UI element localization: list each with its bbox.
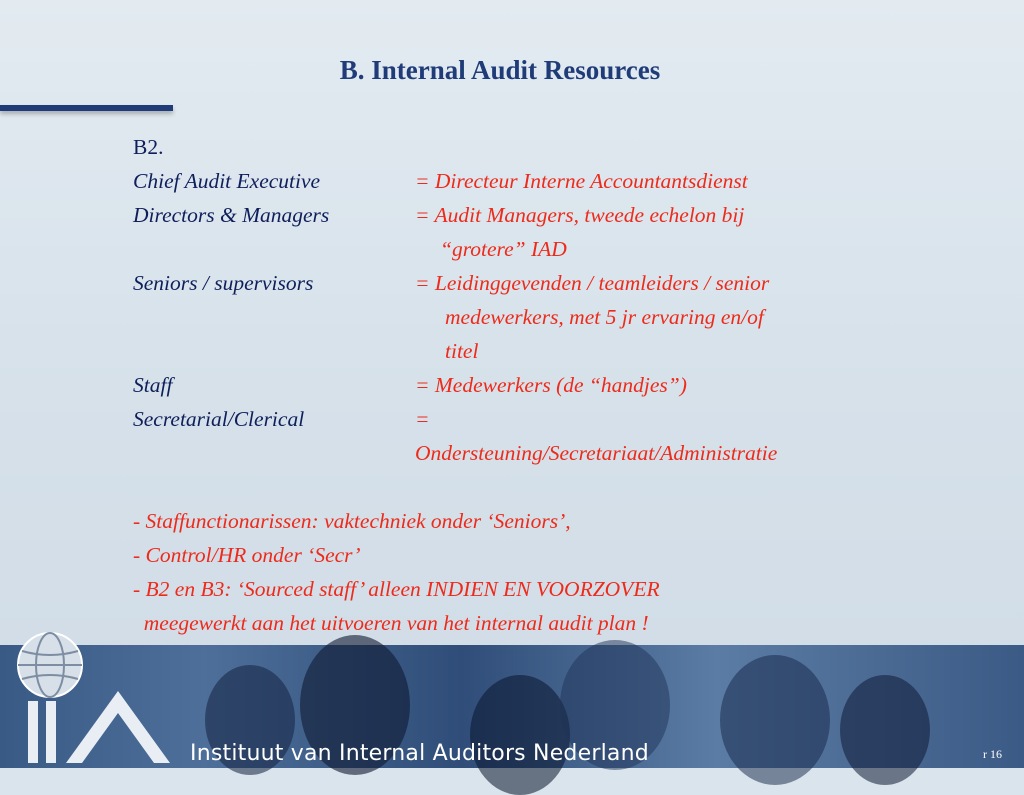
iia-logo <box>8 625 183 768</box>
photo-figure <box>470 675 570 795</box>
globe-icon <box>18 633 82 697</box>
bullet-item: meegewerkt aan het uitvoeren van het internal audit plan ! <box>133 611 649 635</box>
role-definition-continued: titel <box>445 339 479 363</box>
organization-name: Instituut van Internal Auditors Nederland <box>190 741 649 766</box>
role-definition: = <box>415 407 430 431</box>
page-number: r 16 <box>983 747 1002 761</box>
role-term: Secretarial/Clerical <box>133 407 305 431</box>
role-row-seniors <box>133 266 1013 300</box>
role-definition: = Directeur Interne Accountantsdienst <box>415 169 748 193</box>
role-row-secretarial <box>133 402 1013 436</box>
bullet-item: - Staffunctionarissen: vaktechniek onder ‘Seniors’, <box>133 509 571 533</box>
role-row-staff <box>133 368 1013 402</box>
role-row-directors <box>133 198 1013 232</box>
role-definition: = Audit Managers, tweede echelon bij <box>415 203 745 227</box>
bullet-item: - Control/HR onder ‘Secr’ <box>133 543 361 567</box>
role-definition-continued: “grotere” IAD <box>440 237 567 261</box>
title-accent-bar <box>0 105 173 111</box>
role-definition: = Medewerkers (de “handjes”) <box>415 373 687 397</box>
role-term: Seniors / supervisors <box>133 271 314 295</box>
role-row-cae <box>133 164 1013 198</box>
photo-figure <box>840 675 930 785</box>
slide-content <box>133 130 1013 640</box>
bullet-item: - B2 en B3: ‘Sourced staff’ alleen INDIEN EN VOORZOVER <box>133 577 660 601</box>
role-definition-continued: Ondersteuning/Secretariaat/Administratie <box>415 441 778 465</box>
role-term: Staff <box>133 373 173 397</box>
bullet-list <box>133 504 1013 640</box>
photo-figure <box>720 655 830 785</box>
role-definition: = Leidinggevenden / teamleiders / senior <box>415 271 770 295</box>
role-definition-continued: medewerkers, met 5 jr ervaring en/of <box>445 305 764 329</box>
slide-title: B. Internal Audit Resources <box>339 55 661 85</box>
role-term: Chief Audit Executive <box>133 169 321 193</box>
role-term: Directors & Managers <box>133 203 330 227</box>
section-label: B2. <box>133 135 164 159</box>
